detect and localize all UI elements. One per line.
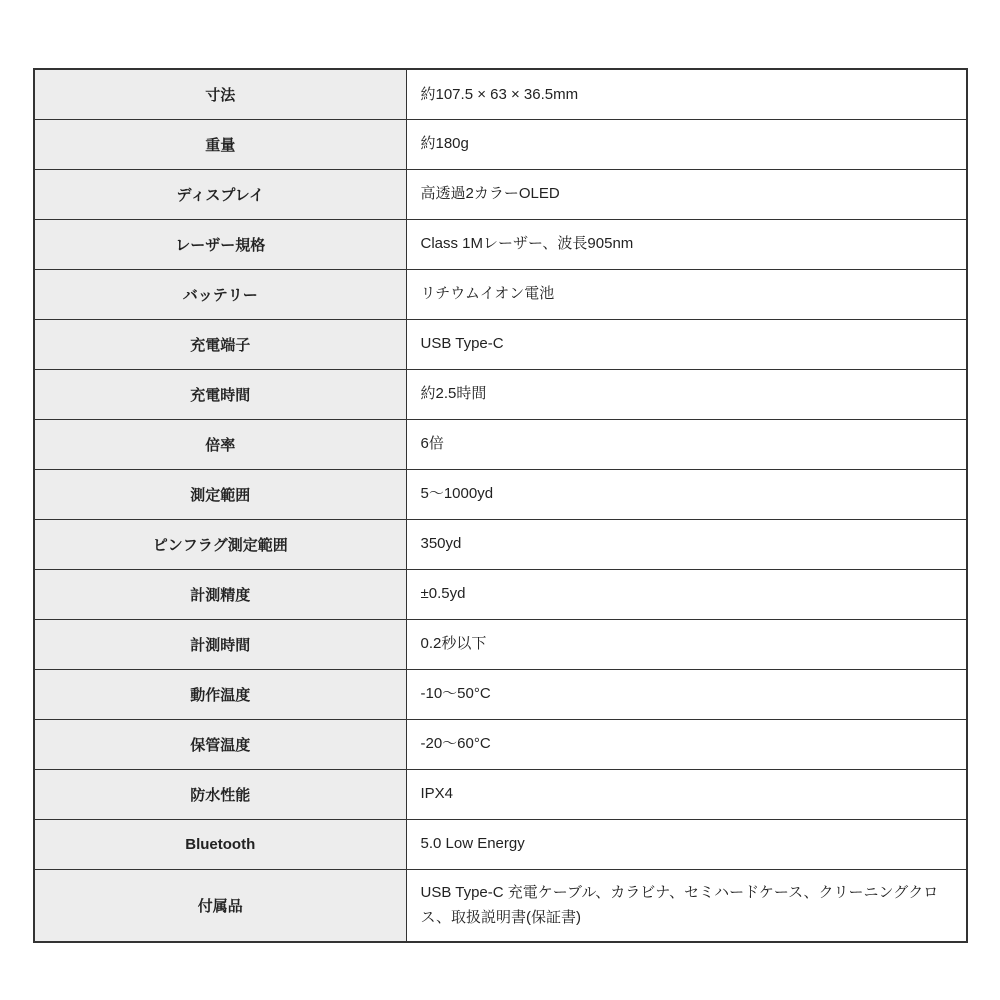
spec-value-laser-standard: Class 1Mレーザー、波長905nm bbox=[406, 219, 967, 269]
table-row bbox=[34, 69, 967, 119]
spec-label-weight: 重量 bbox=[34, 119, 406, 169]
spec-value-weight: 約180g bbox=[406, 119, 967, 169]
spec-value-bluetooth: 5.0 Low Energy bbox=[406, 819, 967, 869]
spec-label-measurement-range: 測定範囲 bbox=[34, 469, 406, 519]
spec-value-measurement-time: 0.2秒以下 bbox=[406, 619, 967, 669]
spec-label-bluetooth: Bluetooth bbox=[34, 819, 406, 869]
spec-label-battery: バッテリー bbox=[34, 269, 406, 319]
spec-value-operating-temperature: -10〜50°C bbox=[406, 669, 967, 719]
table-row bbox=[34, 369, 967, 419]
table-row bbox=[34, 569, 967, 619]
spec-value-storage-temperature: -20〜60°C bbox=[406, 719, 967, 769]
table-row bbox=[34, 419, 967, 469]
spec-value-magnification: 6倍 bbox=[406, 419, 967, 469]
spec-table bbox=[33, 68, 968, 943]
table-row bbox=[34, 869, 967, 942]
spec-table-body bbox=[34, 69, 967, 942]
spec-value-measurement-range: 5〜1000yd bbox=[406, 469, 967, 519]
spec-label-accuracy: 計測精度 bbox=[34, 569, 406, 619]
spec-label-magnification: 倍率 bbox=[34, 419, 406, 469]
spec-value-waterproof: IPX4 bbox=[406, 769, 967, 819]
spec-value-charging-port: USB Type-C bbox=[406, 319, 967, 369]
table-row bbox=[34, 319, 967, 369]
table-row bbox=[34, 219, 967, 269]
spec-value-charging-time: 約2.5時間 bbox=[406, 369, 967, 419]
spec-label-display: ディスプレイ bbox=[34, 169, 406, 219]
table-row bbox=[34, 269, 967, 319]
spec-label-pin-flag-range: ピンフラグ測定範囲 bbox=[34, 519, 406, 569]
spec-label-charging-port: 充電端子 bbox=[34, 319, 406, 369]
spec-value-accessories: USB Type-C 充電ケーブル、カラビナ、セミハードケース、クリーニングクロス、取扱説明書(保証書) bbox=[406, 869, 967, 942]
spec-label-operating-temperature: 動作温度 bbox=[34, 669, 406, 719]
spec-value-display: 高透過2カラーOLED bbox=[406, 169, 967, 219]
spec-value-battery: リチウムイオン電池 bbox=[406, 269, 967, 319]
spec-label-storage-temperature: 保管温度 bbox=[34, 719, 406, 769]
table-row bbox=[34, 769, 967, 819]
spec-value-dimensions: 約107.5 × 63 × 36.5mm bbox=[406, 69, 967, 119]
spec-label-dimensions: 寸法 bbox=[34, 69, 406, 119]
table-row bbox=[34, 719, 967, 769]
table-row bbox=[34, 619, 967, 669]
spec-label-charging-time: 充電時間 bbox=[34, 369, 406, 419]
table-row bbox=[34, 119, 967, 169]
spec-label-laser-standard: レーザー規格 bbox=[34, 219, 406, 269]
spec-value-accuracy: ±0.5yd bbox=[406, 569, 967, 619]
table-row bbox=[34, 519, 967, 569]
table-row bbox=[34, 169, 967, 219]
table-row bbox=[34, 469, 967, 519]
table-row bbox=[34, 669, 967, 719]
spec-label-measurement-time: 計測時間 bbox=[34, 619, 406, 669]
table-row bbox=[34, 819, 967, 869]
spec-value-pin-flag-range: 350yd bbox=[406, 519, 967, 569]
spec-label-accessories: 付属品 bbox=[34, 869, 406, 942]
spec-label-waterproof: 防水性能 bbox=[34, 769, 406, 819]
